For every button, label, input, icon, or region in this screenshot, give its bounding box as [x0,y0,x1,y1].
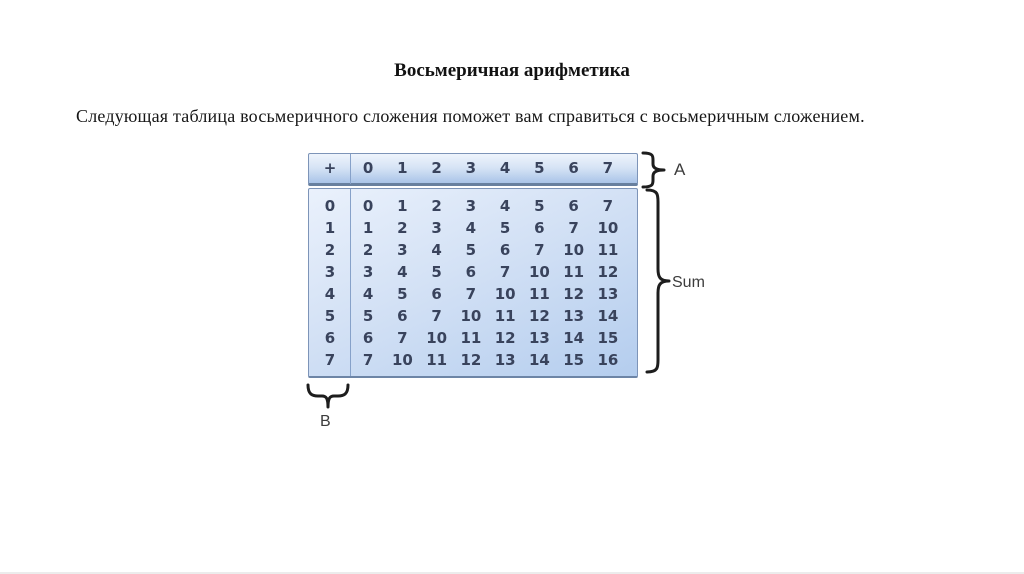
page-title: Восьмеричная арифметика [394,60,630,81]
sum-cell: 7 [431,306,442,325]
row-header-0: 0 [324,197,336,216]
brace-b-icon [305,382,351,410]
row-header-7: 7 [324,350,336,369]
table-row [309,240,625,262]
sum-cell: 16 [597,350,619,369]
sum-cell: 13 [563,306,585,325]
sum-cell: 13 [494,350,516,369]
sum-cell: 10 [597,219,619,238]
sum-cell: 15 [563,350,585,369]
sum-cell: 14 [597,306,619,325]
sum-cell: 6 [499,241,511,260]
sum-cell: 11 [528,284,550,303]
brace-a-icon [640,150,668,190]
intro-text: Следующая таблица восьмеричного сложения поможет вам справиться с восьмеричным сложением. [76,106,865,126]
sum-cell: 7 [534,241,545,260]
sum-cell: 7 [568,219,579,238]
sum-cell: 5 [499,219,511,238]
col-header-3: 3 [465,159,477,177]
sum-cell: 10 [391,350,413,369]
sum-cell: 10 [460,306,482,325]
sum-cell: 6 [431,284,442,303]
sum-cell: 10 [426,328,448,347]
octal-table-header-row [308,153,638,186]
operator-cell: + [323,159,337,177]
row-header-5: 5 [324,306,336,325]
sum-cell: 4 [362,284,374,303]
table-row [309,284,625,306]
table-row [309,218,625,240]
table-row [309,327,625,349]
table-row [309,262,625,284]
sum-cell: 11 [563,263,585,282]
sum-cell: 6 [465,263,477,282]
label-sum: Sum [672,274,705,291]
table-column-divider-body [350,189,351,376]
sum-cell: 12 [528,306,550,325]
col-header-5: 5 [534,159,545,177]
sum-cell: 14 [528,350,550,369]
sum-cell: 5 [431,263,442,282]
label-a: A [674,160,686,179]
sum-cell: 10 [563,241,585,260]
row-header-6: 6 [324,328,336,347]
sum-cell: 3 [362,263,374,282]
table-row [309,196,625,218]
sum-cell: 7 [602,197,614,216]
sum-cell: 7 [499,263,511,282]
sum-cell: 12 [563,284,585,303]
sum-cell: 1 [362,219,374,238]
sum-cell: 3 [397,241,408,260]
sum-cell: 5 [397,284,408,303]
row-header-4: 4 [324,284,336,303]
col-header-0: 0 [362,159,374,177]
sum-cell: 2 [431,197,442,216]
row-header-3: 3 [324,263,336,282]
sum-cell: 5 [534,197,545,216]
col-header-1: 1 [397,159,408,177]
sum-cell: 4 [465,219,477,238]
sum-cell: 5 [362,306,374,325]
brace-sum-icon [644,187,672,375]
col-header-4: 4 [499,159,511,177]
col-header-6: 6 [568,159,579,177]
sum-cell: 12 [494,328,516,347]
table-row [309,349,625,371]
sum-cell: 6 [362,328,374,347]
sum-cell: 11 [494,306,516,325]
sum-cell: 11 [426,350,448,369]
sum-cell: 2 [397,219,408,238]
sum-cell: 10 [528,263,550,282]
sum-cell: 1 [397,197,408,216]
sum-cell: 13 [597,284,619,303]
sum-cell: 4 [499,197,511,216]
sum-cell: 13 [528,328,550,347]
sum-cell: 14 [563,328,585,347]
sum-cell: 0 [362,197,374,216]
table-row [309,305,625,327]
sum-cell: 2 [362,241,374,260]
sum-cell: 11 [597,241,619,260]
sum-cell: 6 [534,219,545,238]
sum-cell: 7 [397,328,408,347]
sum-cell: 11 [460,328,482,347]
sum-cell: 6 [568,197,579,216]
sum-cell: 10 [494,284,516,303]
sum-cell: 5 [465,241,477,260]
octal-table-body [308,188,638,378]
sum-cell: 7 [465,284,477,303]
sum-cell: 4 [397,263,408,282]
sum-cell: 3 [431,219,442,238]
sum-cell: 12 [597,263,619,282]
col-header-7: 7 [602,159,614,177]
sum-cell: 7 [362,350,374,369]
sum-cell: 15 [597,328,619,347]
table-column-divider-header [350,154,351,184]
sum-cell: 6 [397,306,408,325]
col-header-2: 2 [431,159,442,177]
sum-cell: 4 [431,241,442,260]
label-b: B [320,413,331,430]
row-header-2: 2 [324,241,336,260]
sum-cell: 3 [465,197,477,216]
row-header-1: 1 [324,219,336,238]
sum-cell: 12 [460,350,482,369]
